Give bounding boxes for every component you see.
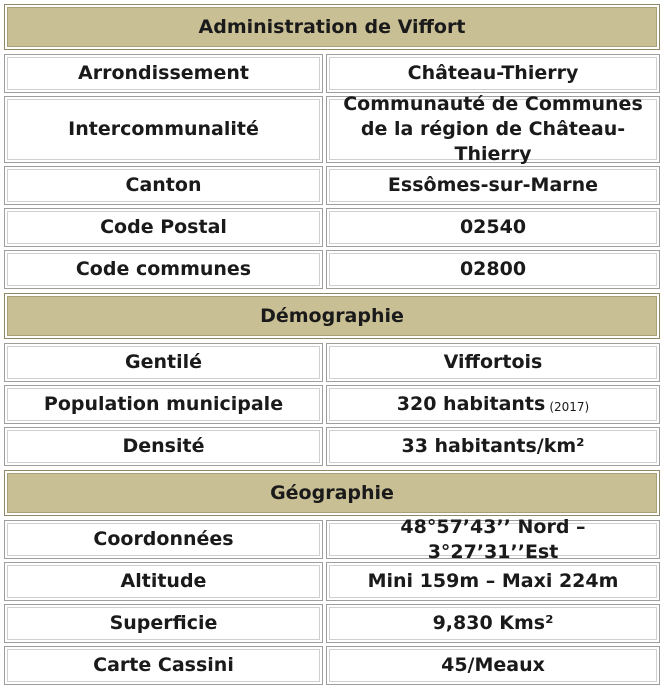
value-densite: 33 habitants/km²: [326, 427, 660, 466]
value-code-communes: 02800: [326, 250, 660, 289]
value-gentile: Viffortois: [326, 343, 660, 382]
value-arrondissement: Château-Thierry: [326, 54, 660, 93]
label-coordonnees: Coordonnées: [4, 520, 323, 559]
value-superficie: 9,830 Kms²: [326, 604, 660, 643]
value-carte-cassini: 45/Meaux: [326, 646, 660, 685]
label-densite: Densité: [4, 427, 323, 466]
label-superficie: Superficie: [4, 604, 323, 643]
value-code-postal: 02540: [326, 208, 660, 247]
population-year-note: (2017): [549, 399, 590, 414]
label-intercommunalite: Intercommunalité: [4, 96, 323, 163]
label-gentile: Gentilé: [4, 343, 323, 382]
section-header-geographie: Géographie: [4, 470, 660, 516]
value-population: [326, 385, 660, 424]
population-value: 320 habitants: [396, 393, 546, 416]
section-header-administration: Administration de Viffort: [4, 4, 660, 50]
label-code-postal: Code Postal: [4, 208, 323, 247]
label-altitude: Altitude: [4, 562, 323, 601]
section-header-demographie: Démographie: [4, 293, 660, 339]
value-intercommunalite: Communauté de Communes de la région de Château-Thierry: [326, 96, 660, 163]
value-altitude: Mini 159m – Maxi 224m: [326, 562, 660, 601]
label-canton: Canton: [4, 166, 323, 205]
label-arrondissement: Arrondissement: [4, 54, 323, 93]
label-population: Population municipale: [4, 385, 323, 424]
label-code-communes: Code communes: [4, 250, 323, 289]
value-canton: Essômes-sur-Marne: [326, 166, 660, 205]
label-carte-cassini: Carte Cassini: [4, 646, 323, 685]
value-coordonnees: 48°57’43’’ Nord – 3°27’31’’Est: [326, 520, 660, 559]
